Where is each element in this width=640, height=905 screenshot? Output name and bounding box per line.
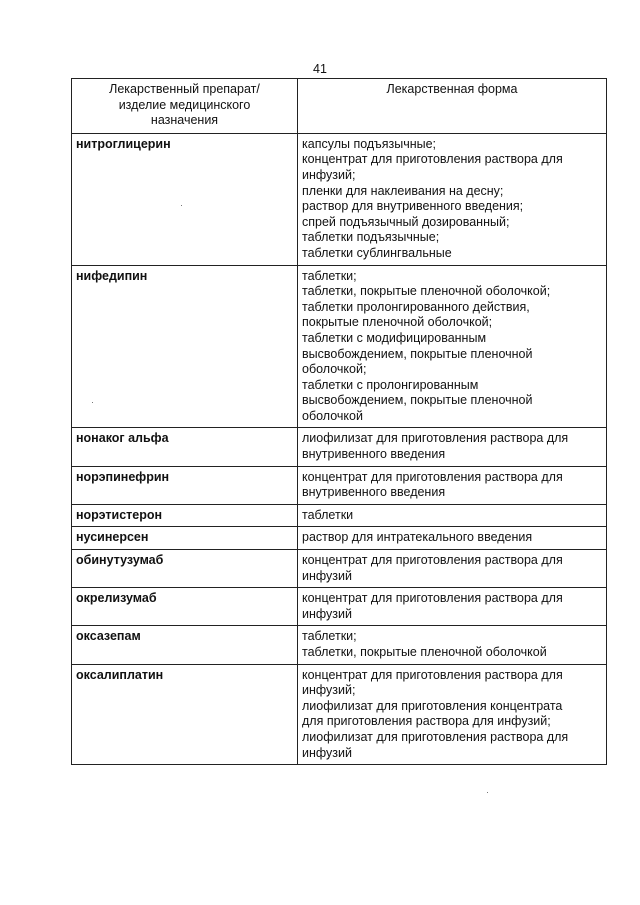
dosage-form-cell — [298, 550, 607, 588]
dosage-form-line: для приготовления раствора для инфузий; — [302, 714, 551, 729]
table-row — [72, 504, 607, 527]
scan-speck — [92, 402, 93, 403]
dosage-form-line: таблетки с модифицированным — [302, 330, 487, 345]
dosage-form-cell — [298, 133, 607, 265]
dosage-form-line: лиофилизат для приготовления концентрата — [302, 698, 563, 713]
header-dosage-form: Лекарственная форма — [298, 79, 607, 134]
dosage-form-line: концентрат для приготовления раствора для — [302, 469, 563, 484]
table-row — [72, 428, 607, 466]
table-row — [72, 550, 607, 588]
dosage-form-line: концентрат для приготовления раствора для — [302, 591, 563, 606]
dosage-form-line: раствор для интратекального введения — [302, 530, 533, 545]
dosage-form-line: лиофилизат для приготовления раствора для — [302, 431, 569, 446]
drug-name-cell: норэпинефрин — [72, 466, 298, 504]
scan-speck — [487, 792, 488, 793]
table-row — [72, 626, 607, 664]
drug-name-cell: оксалиплатин — [72, 664, 298, 765]
dosage-form-line: покрытые пленочной оболочкой; — [302, 315, 493, 330]
table-row — [72, 133, 607, 265]
dosage-form-cell — [298, 626, 607, 664]
dosage-form-line: таблетки пролонгированного действия, — [302, 299, 530, 314]
medication-table — [71, 78, 607, 765]
table-row — [72, 664, 607, 765]
dosage-form-line: лиофилизат для приготовления раствора для — [302, 729, 569, 744]
header-drug-name-line: назначения — [150, 113, 219, 128]
dosage-form-line: высвобождением, покрытые пленочной — [302, 346, 533, 361]
table-row — [72, 588, 607, 626]
table-row — [72, 466, 607, 504]
header-drug-name — [72, 79, 298, 134]
drug-name-cell: оксазепам — [72, 626, 298, 664]
dosage-form-line: инфузий — [302, 745, 352, 760]
dosage-form-cell — [298, 664, 607, 765]
dosage-form-line: инфузий; — [302, 167, 356, 182]
dosage-form-line: высвобождением, покрытые пленочной — [302, 393, 533, 408]
table-row — [72, 527, 607, 550]
dosage-form-line: таблетки, покрытые пленочной оболочкой; — [302, 284, 551, 299]
page-number: 41 — [313, 62, 327, 76]
dosage-form-line: оболочкой; — [302, 362, 367, 377]
dosage-form-line: таблетки с пролонгированным — [302, 377, 479, 392]
table-body — [72, 133, 607, 764]
dosage-form-line: инфузий — [302, 568, 352, 583]
dosage-form-line: таблетки — [302, 507, 354, 522]
dosage-form-cell — [298, 265, 607, 428]
dosage-form-line: инфузий; — [302, 683, 356, 698]
table-header-row — [72, 79, 607, 134]
dosage-form-line: таблетки; — [302, 268, 357, 283]
dosage-form-cell — [298, 504, 607, 527]
dosage-form-line: спрей подъязычный дозированный; — [302, 214, 510, 229]
drug-name-cell: норэтистерон — [72, 504, 298, 527]
header-drug-name-line: Лекарственный препарат/ — [109, 82, 260, 96]
dosage-form-line: таблетки; — [302, 629, 357, 644]
dosage-form-line: капсулы подъязычные; — [302, 136, 437, 151]
scan-speck — [181, 205, 182, 206]
dosage-form-cell — [298, 428, 607, 466]
dosage-form-line: концентрат для приготовления раствора для — [302, 553, 563, 568]
drug-name-cell: окрелизумаб — [72, 588, 298, 626]
drug-name-cell: нусинерсен — [72, 527, 298, 550]
table-row — [72, 265, 607, 428]
dosage-form-cell — [298, 527, 607, 550]
dosage-form-line: внутривенного введения — [302, 447, 446, 462]
dosage-form-line: внутривенного введения — [302, 485, 446, 500]
dosage-form-cell — [298, 588, 607, 626]
dosage-form-line: оболочкой — [302, 408, 363, 423]
header-drug-name-line: изделие медицинского — [118, 97, 251, 112]
drug-name-cell: нифедипин — [72, 265, 298, 428]
dosage-form-line: раствор для внутривенного введения; — [302, 199, 524, 214]
dosage-form-line: концентрат для приготовления раствора для — [302, 152, 563, 167]
dosage-form-line: инфузий — [302, 606, 352, 621]
dosage-form-line: таблетки подъязычные; — [302, 230, 440, 245]
drug-name-cell: нитроглицерин — [72, 133, 298, 265]
drug-name-cell: обинутузумаб — [72, 550, 298, 588]
drug-name-cell: нонаког альфа — [72, 428, 298, 466]
dosage-form-line: таблетки, покрытые пленочной оболочкой — [302, 645, 547, 659]
dosage-form-line: концентрат для приготовления раствора для — [302, 667, 563, 682]
dosage-form-line: пленки для наклеивания на десну; — [302, 183, 504, 198]
dosage-form-cell — [298, 466, 607, 504]
dosage-form-line: таблетки сублингвальные — [302, 245, 452, 260]
